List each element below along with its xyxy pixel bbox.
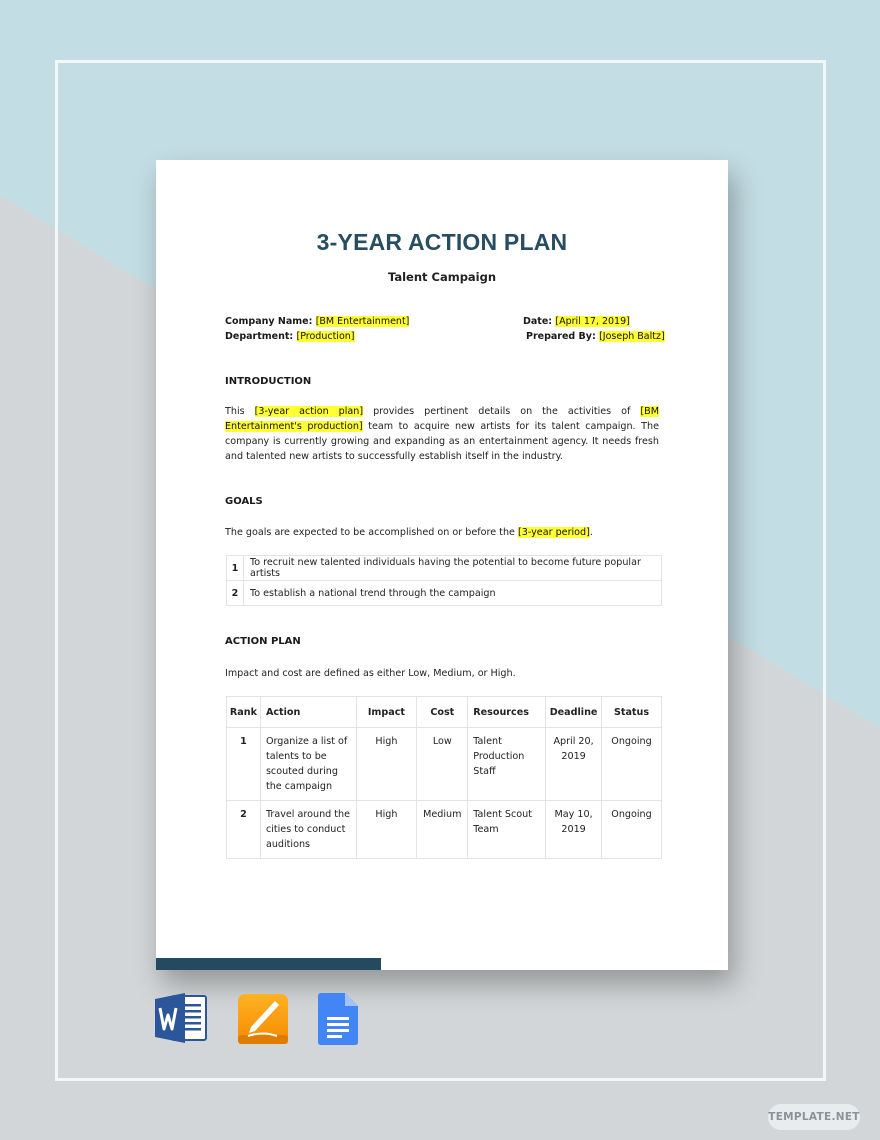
rank-cell: 1 [227, 728, 261, 801]
cost-cell: Medium [417, 801, 468, 859]
date-field: Date: [April 17, 2019] [523, 316, 630, 327]
pages-icon[interactable] [237, 993, 289, 1045]
resources-cell: Talent Scout Team [468, 801, 546, 859]
introduction-heading: INTRODUCTION [225, 376, 312, 387]
goals-intro: The goals are expected to be accomplished on or before the [3-year period]. [225, 527, 593, 538]
goal-number: 2 [227, 581, 244, 606]
column-header: Status [602, 697, 662, 728]
table-row [227, 728, 662, 801]
column-header: Cost [417, 697, 468, 728]
impact-cell: High [356, 728, 417, 801]
word-icon[interactable] [155, 993, 209, 1043]
table-row [227, 801, 662, 859]
column-header: Deadline [546, 697, 602, 728]
status-cell: Ongoing [602, 801, 662, 859]
impact-cell: High [356, 801, 417, 859]
action-plan-heading: ACTION PLAN [225, 636, 301, 647]
goal-text: To recruit new talented individuals having the potential to become future popular artists [244, 556, 662, 581]
action-cell: Organize a list of talents to be scouted during the campaign [260, 728, 356, 801]
table-header-row [227, 697, 662, 728]
goals-table [226, 555, 662, 606]
rank-cell: 2 [227, 801, 261, 859]
highlight-company-team[interactable]: [BM Entertainment's production] [225, 406, 659, 432]
action-plan-intro: Impact and cost are defined as either Low, Medium, or High. [225, 668, 516, 679]
prepared-by-value[interactable]: [Joseph Baltz] [599, 331, 665, 342]
action-cell: Travel around the cities to conduct auditions [260, 801, 356, 859]
table-row [227, 556, 662, 581]
page-title: 3-YEAR ACTION PLAN [316, 229, 568, 255]
column-header: Rank [227, 697, 261, 728]
page-footer-bar [156, 958, 381, 970]
column-header: Impact [356, 697, 417, 728]
highlight-plan-name[interactable]: [3-year action plan] [254, 406, 364, 417]
deadline-cell: May 10, 2019 [546, 801, 602, 859]
resources-cell: Talent Production Staff [468, 728, 546, 801]
date-value[interactable]: [April 17, 2019] [555, 316, 630, 327]
status-cell: Ongoing [602, 728, 662, 801]
goal-number: 1 [227, 556, 244, 581]
deadline-cell: April 20, 2019 [546, 728, 602, 801]
cost-cell: Low [417, 728, 468, 801]
column-header: Resources [468, 697, 546, 728]
prepared-by-field: Prepared By: [Joseph Baltz] [526, 331, 665, 342]
goals-heading: GOALS [225, 496, 263, 507]
google-docs-icon[interactable] [318, 993, 358, 1045]
goal-text: To establish a national trend through the campaign [244, 581, 662, 606]
company-name-field: Company Name: [BM Entertainment] [225, 316, 410, 327]
department-value[interactable]: [Production] [296, 331, 355, 342]
table-row [227, 581, 662, 606]
introduction-paragraph: This [3-year action plan] provides pertinent details on the activities of [BM Entertainment's production] team to acquire new artists for its talent campaign. The company is currently growing and expanding as an entertainment agency. It needs fresh and talented new artists to successfully establish itself in the industry. [225, 406, 659, 462]
document-page [156, 160, 728, 970]
highlight-period[interactable]: [3-year period] [517, 527, 590, 538]
page-subtitle: Talent Campaign [387, 270, 497, 284]
action-plan-table [226, 696, 662, 859]
department-field: Department: [Production] [225, 331, 355, 342]
watermark-badge: TEMPLATE.NET [768, 1104, 860, 1130]
column-header: Action [260, 697, 356, 728]
company-name-value[interactable]: [BM Entertainment] [315, 316, 410, 327]
